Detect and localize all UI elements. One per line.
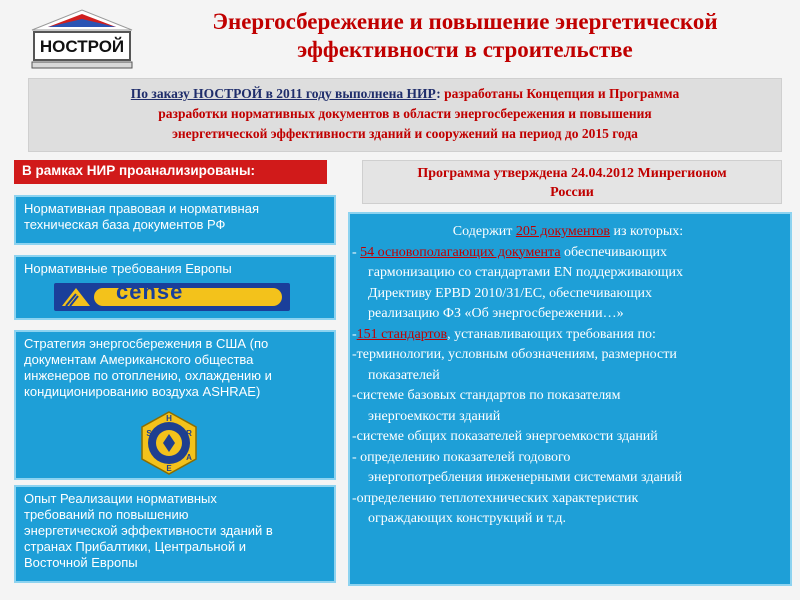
sub5-line-1: -определению теплотехнических характеристик bbox=[352, 490, 639, 506]
box3-line-4: кондиционированию воздуха ASHRAE) bbox=[24, 384, 261, 399]
sub4-line-1: - определению показателей годового bbox=[352, 449, 571, 465]
analyzed-heading: В рамках НИР проанализированы: bbox=[14, 160, 327, 184]
content-heading bbox=[352, 222, 784, 243]
usa-strategy-box bbox=[14, 330, 336, 480]
sub1-line-2: показателей bbox=[368, 367, 440, 383]
sub2-line-1: -системе базовых стандартов по показателям bbox=[352, 388, 621, 403]
program-line-1: Программа утверждена 24.04.2012 Минрегионом bbox=[417, 166, 727, 181]
basic-docs-count: 54 основополагающих документа bbox=[360, 244, 561, 260]
docs-count: 205 документов bbox=[515, 224, 611, 239]
cense-logo bbox=[54, 283, 290, 311]
ashrae-letter-a: A bbox=[186, 453, 192, 462]
content-heading-a: Содержит bbox=[452, 224, 516, 239]
item1-rest: обеспечивающих bbox=[560, 244, 668, 260]
box3-line-2: документам Американского общества bbox=[24, 352, 254, 367]
box4-line-5: Восточной Европы bbox=[24, 555, 138, 570]
logo-text: НОСТРОЙ bbox=[39, 37, 125, 56]
intro-line-3: энергетической эффективности зданий и сооружений на период до 2015 года bbox=[172, 126, 638, 141]
box1-line-2: техническая база документов РФ bbox=[24, 217, 226, 232]
intro-lead: По заказу НОСТРОЙ в 2011 году выполнена НИР bbox=[130, 86, 437, 101]
intro-panel bbox=[28, 78, 782, 152]
sub2-line-2: энергоемкости зданий bbox=[368, 408, 501, 424]
cense-logo-text: cense bbox=[116, 283, 184, 304]
page-title bbox=[150, 8, 780, 64]
box4-line-4: странах Прибалтики, Центральной и bbox=[24, 539, 246, 554]
box1-line-1: Нормативная правовая и нормативная bbox=[24, 201, 260, 216]
intro-line-1-rest: разработаны Концепция и Программа bbox=[440, 86, 680, 101]
box4-line-2: требований по повышению bbox=[24, 507, 189, 522]
intro-line-2: разработки нормативных документов в области энергосбережения и повышения bbox=[158, 106, 652, 121]
title-line-1: Энергосбережение и повышение энергетической bbox=[212, 9, 718, 34]
baltic-experience-box bbox=[14, 485, 336, 583]
box4-line-1: Опыт Реализации нормативных bbox=[24, 491, 217, 506]
item1-line-4: реализацию ФЗ «Об энергосбережении…» bbox=[368, 306, 624, 321]
standards-count: 151 стандартов bbox=[356, 326, 448, 342]
program-content-panel bbox=[348, 212, 792, 586]
intro-colon: : bbox=[436, 86, 441, 101]
ashrae-letter-s: S bbox=[146, 429, 152, 438]
rf-base-box bbox=[14, 195, 336, 245]
item1-line-3: Директиву EPBD 2010/31/ЕС, обеспечивающих bbox=[368, 285, 653, 301]
sub5-line-2: ограждающих конструкций и т.д. bbox=[368, 511, 567, 526]
nostroy-logo bbox=[28, 8, 136, 72]
ashrae-letter-r: R bbox=[186, 429, 192, 438]
item1-line-1 bbox=[352, 243, 784, 264]
intro-line-1 bbox=[43, 84, 767, 104]
program-approved-panel bbox=[362, 160, 782, 204]
ashrae-letter-e: E bbox=[166, 464, 172, 473]
program-line-2: России bbox=[550, 185, 594, 200]
sub4-line-2: энергопотребления инженерными системами зданий bbox=[368, 470, 683, 485]
item1-line-2: гармонизацию со стандартами EN поддерживающих bbox=[368, 265, 683, 280]
item1-dash: - bbox=[352, 244, 361, 260]
item2-dash: - bbox=[352, 326, 357, 342]
sub1-line-1: -терминологии, условным обозначениям, размерности bbox=[352, 347, 677, 362]
item2-line-1 bbox=[352, 325, 784, 346]
europe-requirements-box bbox=[14, 255, 336, 320]
content-heading-c: из которых: bbox=[610, 224, 684, 239]
item2-rest: , устанавливающих требования по: bbox=[447, 326, 656, 342]
sub3-line-1: -системе общих показателей энергоемкости зданий bbox=[352, 429, 658, 444]
box3-line-1: Стратегия энергосбережения в США (по bbox=[24, 336, 269, 351]
box3-line-3: инженеров по отоплению, охлаждению и bbox=[24, 368, 272, 383]
ashrae-logo bbox=[136, 410, 202, 476]
box4-line-3: энергетической эффективности зданий в bbox=[24, 523, 273, 538]
title-line-2: эффективности в строительстве bbox=[297, 37, 633, 62]
box2-line-1: Нормативные требования Европы bbox=[24, 261, 232, 276]
ashrae-letter-h: H bbox=[166, 414, 172, 423]
